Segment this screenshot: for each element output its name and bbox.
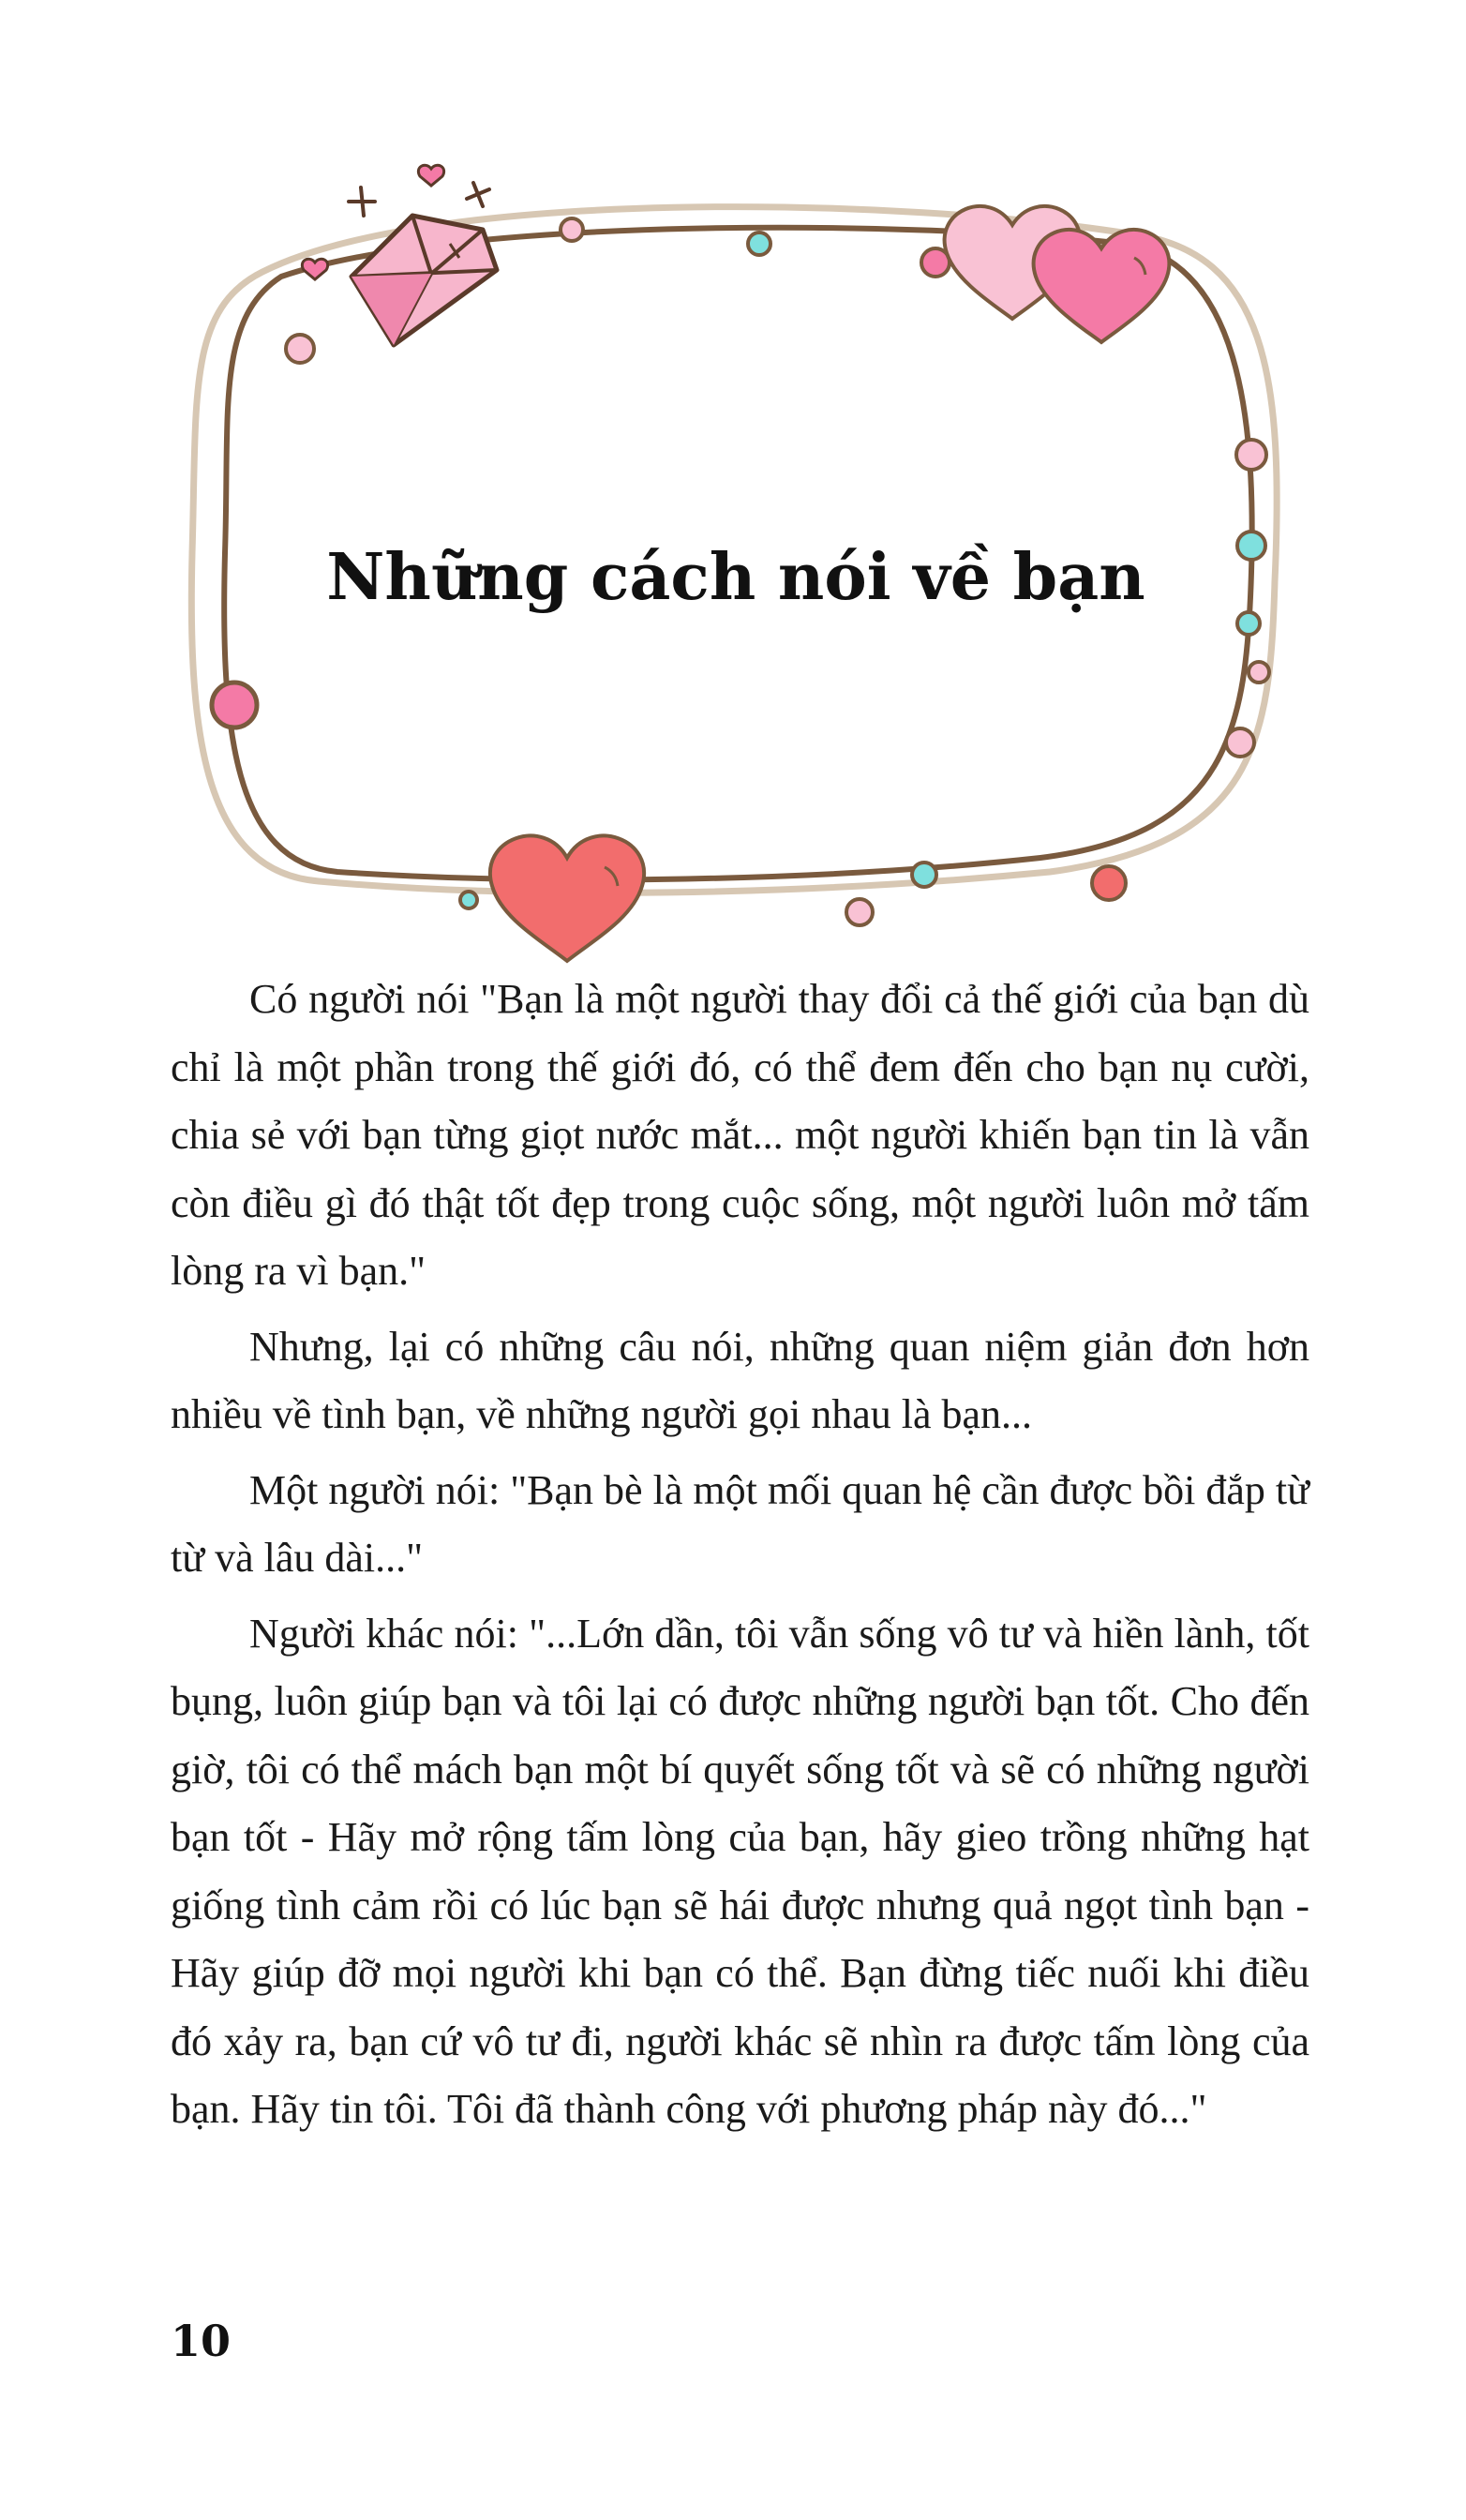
paragraph: Nhưng, lại có những câu nói, những quan niệm giản đơn hơn nhiều về tình bạn, về những người gọi nhau là bạn... xyxy=(171,1323,1309,1437)
paragraph: Một người nói: "Bạn bè là một mối quan hệ cần được bồi đắp từ từ và lâu dài..." xyxy=(171,1466,1309,1581)
heart-icon xyxy=(945,206,1170,342)
paragraph: Có người nói "Bạn là một người thay đổi cả thế giới của bạn dù chỉ là một phần trong thế giới đó, có thể đem đến cho bạn nụ cười, chia sẻ với bạn từng giọt nước mắt... một người khiến bạn tin là vẫn còn điều gì đó thật tốt đẹp trong cuộc sống, một người luôn mở tấm lòng ra vì bạn." xyxy=(171,976,1309,1294)
chapter-title: Những cách nói về bạn xyxy=(326,539,1145,615)
paragraph: Người khác nói: "...Lớn dần, tôi vẫn sống vô tư và hiền lành, tốt bụng, luôn giúp bạn và tôi lại có được những người bạn tốt. Cho đến giờ, tôi có thể mách bạn một bí quyết sống tốt và sẽ có những người bạn tốt - Hãy mở rộng tấm lòng của bạn, hãy gieo trồng những hạt giống tình cảm rồi có lúc bạn sẽ hái được nhưng quả ngọt tình bạn - Hãy giúp đỡ mọi người khi bạn có thể. Bạn đừng tiếc nuối khi điều đó xảy ra, bạn cứ vô tư đi, người khác sẽ nhìn ra được tấm lòng của bạn. Hãy tin tôi. Tôi đã thành công với phương pháp này đó..." xyxy=(171,1610,1309,2132)
page-number: 10 xyxy=(171,2316,232,2366)
body-text xyxy=(171,966,1309,2152)
bottom-heart-icon xyxy=(490,836,644,961)
sparkle-icon xyxy=(349,183,489,216)
